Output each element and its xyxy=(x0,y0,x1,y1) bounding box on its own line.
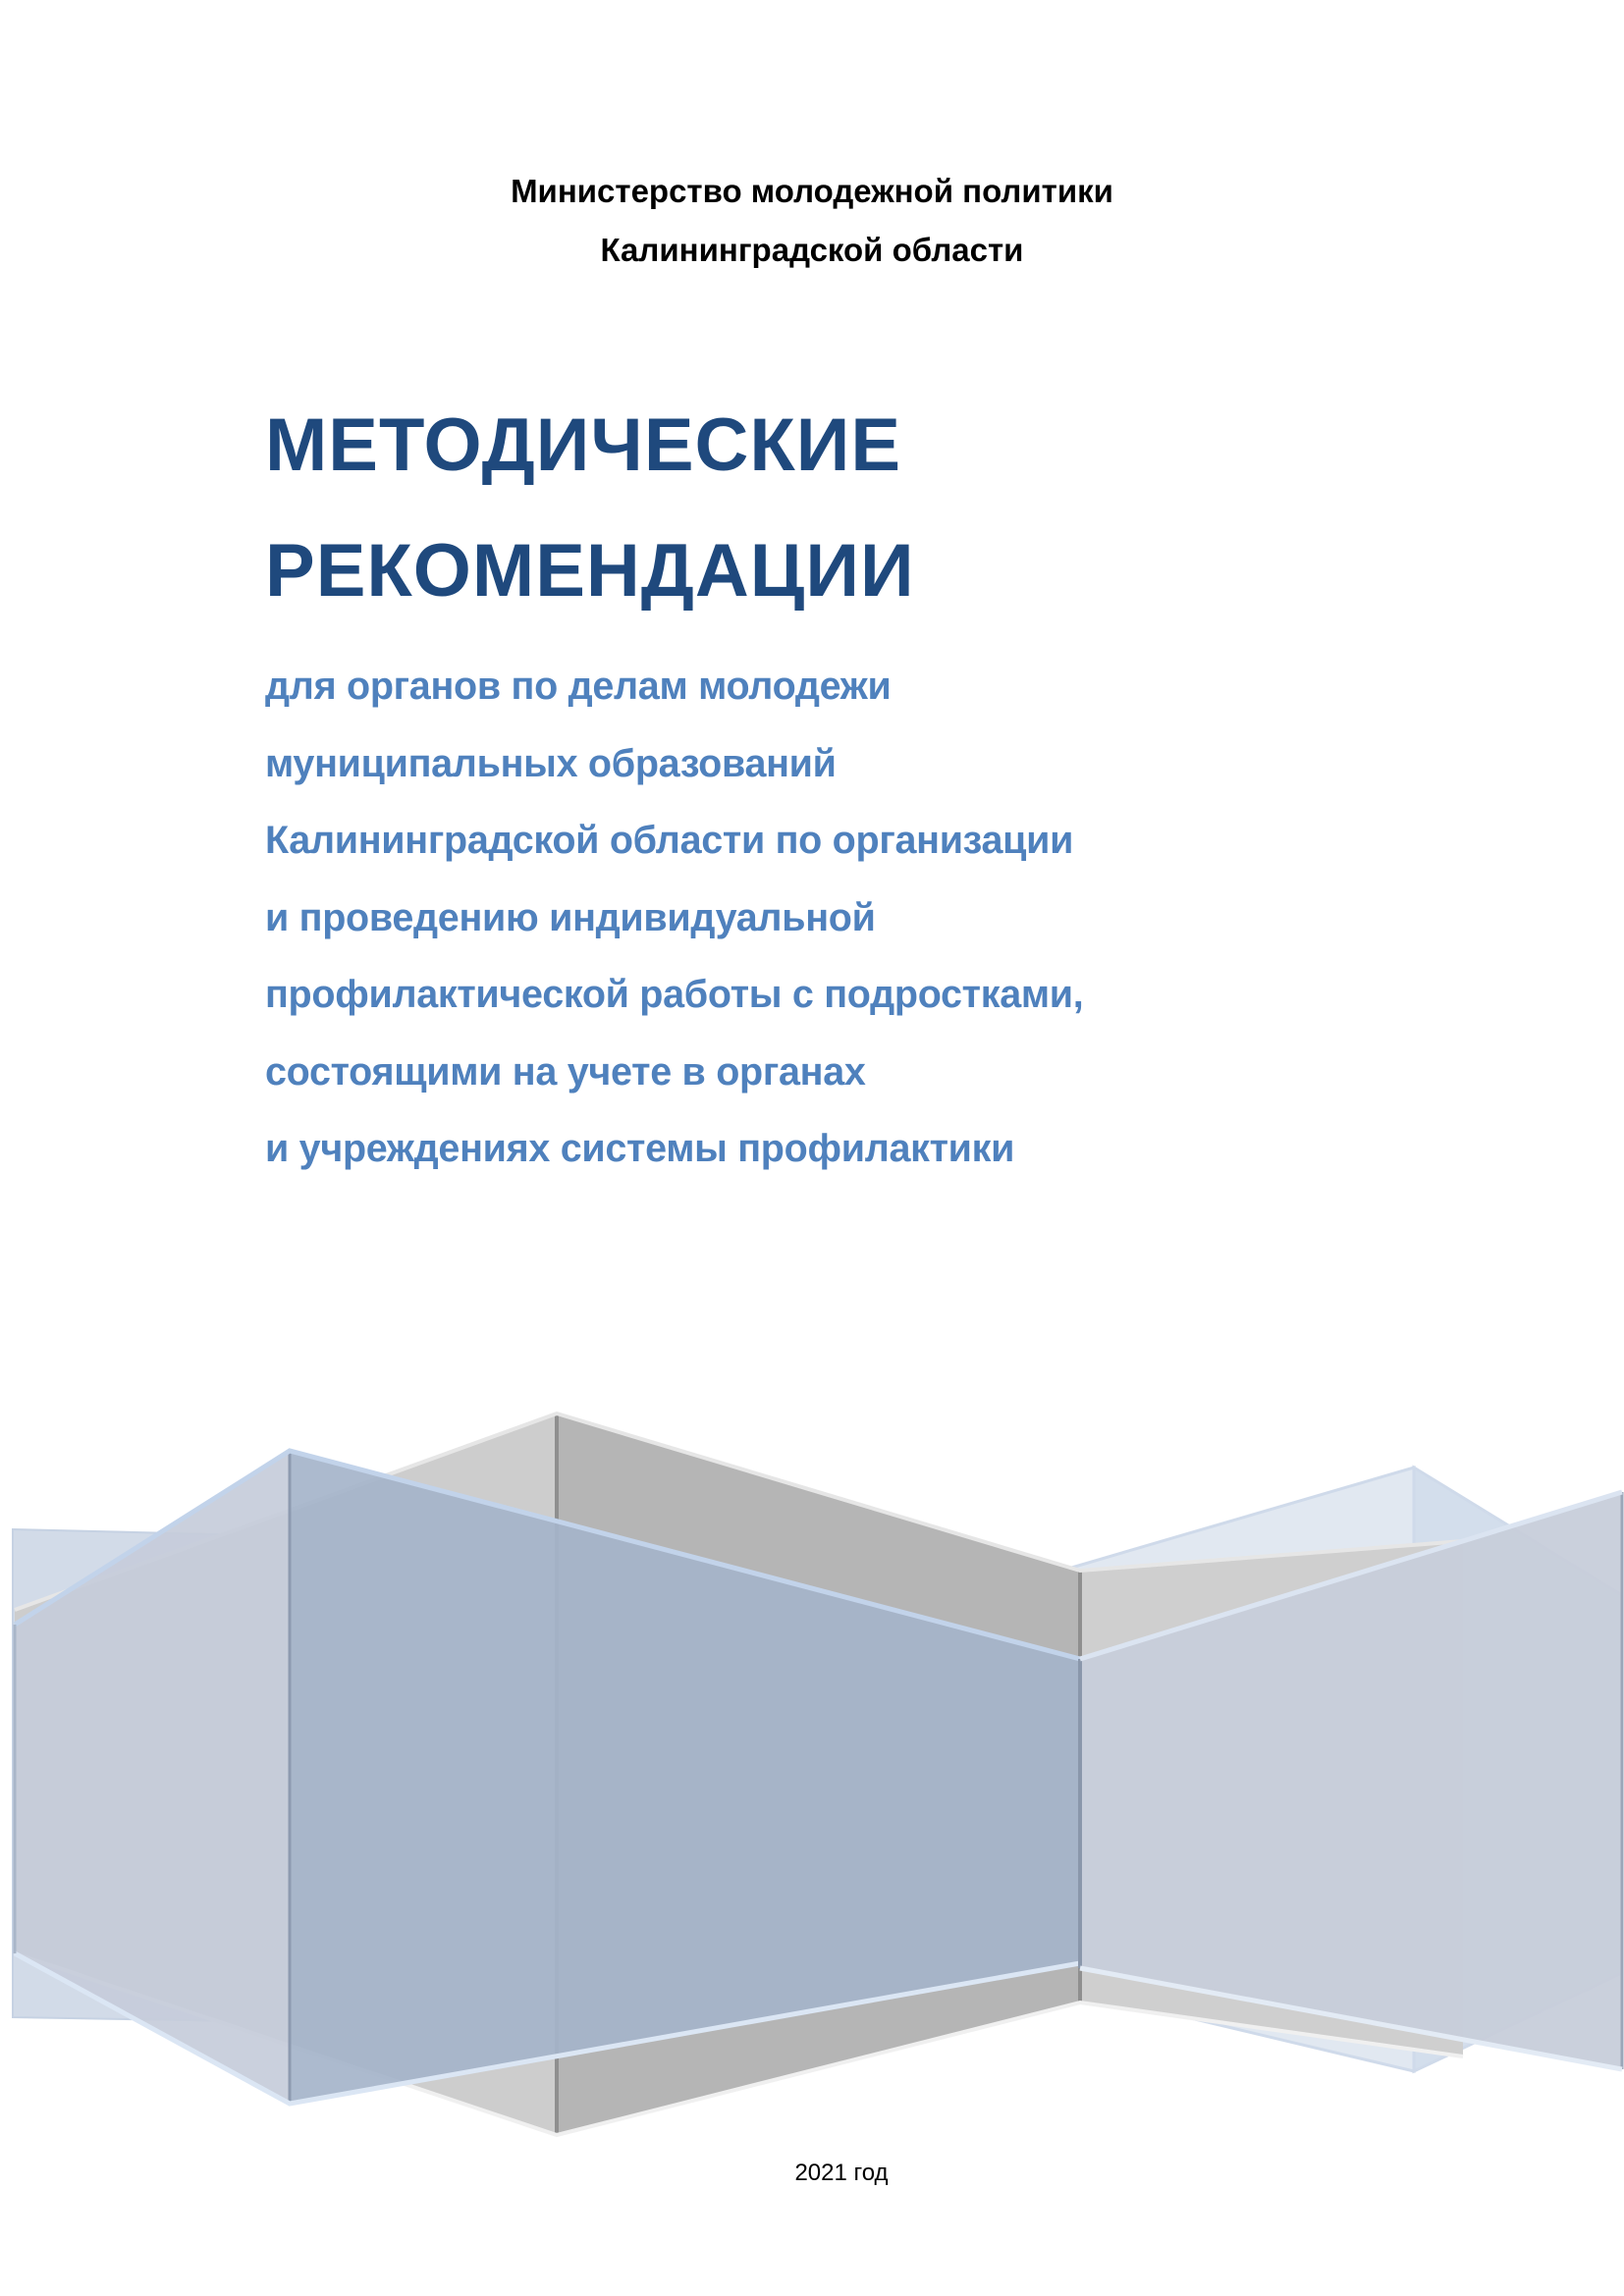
ministry-line-1: Министерство молодежной политики xyxy=(511,173,1113,209)
publication-year: 2021 год xyxy=(794,2160,889,2186)
subtitle-line-5: профилактической работы с подростками, xyxy=(265,973,1084,1016)
ministry-line-2: Калининградской области xyxy=(600,232,1024,268)
title-line-2: РЕКОМЕНДАЦИИ xyxy=(265,529,915,613)
subtitle-line-4: и проведению индивидуальной xyxy=(265,895,876,939)
ministry-name xyxy=(0,162,1624,280)
subtitle-line-6: состоящими на учете в органах xyxy=(265,1049,866,1094)
title-line-1: МЕТОДИЧЕСКИЕ xyxy=(265,403,902,487)
subtitle-line-3: Калининградской области по организации xyxy=(265,819,1074,862)
subtitle-line-1: для органов по делам молодежи xyxy=(265,665,892,708)
subtitle-line-7: и учреждениях системы профилактики xyxy=(265,1127,1015,1170)
subtitle-line-2: муниципальных образований xyxy=(265,741,837,785)
document-title xyxy=(265,383,915,634)
document-subtitle xyxy=(265,648,1083,1188)
translucent-boxes-graphic-icon xyxy=(0,1355,1624,2160)
